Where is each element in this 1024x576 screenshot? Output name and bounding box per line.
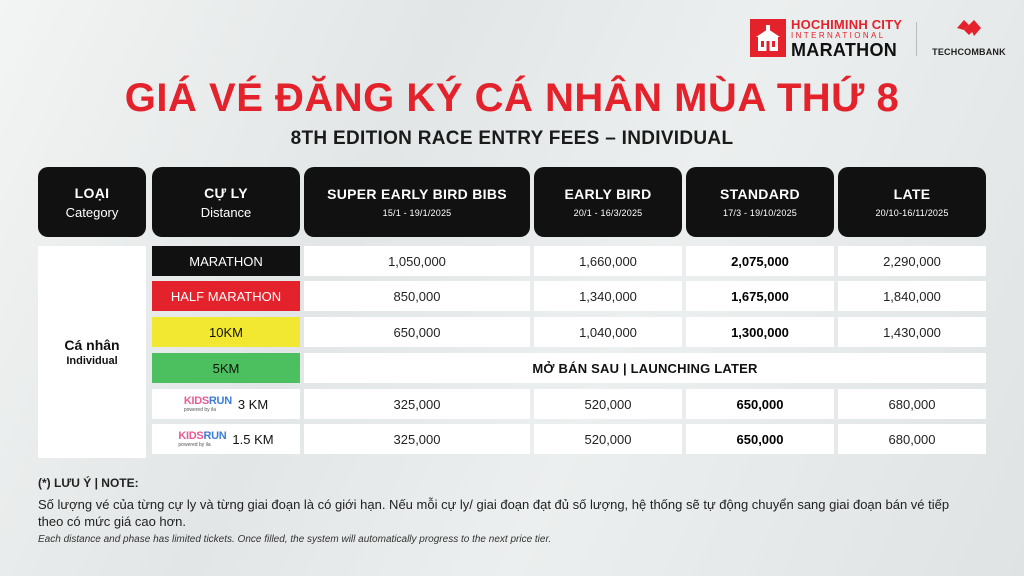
kids-run-logo-part2: RUN	[208, 394, 232, 407]
distance-5km: 5KM	[152, 353, 300, 383]
price-cell: 680,000	[838, 389, 986, 419]
header-distance	[152, 167, 300, 237]
header-late-label: LATE	[893, 186, 931, 202]
header-standard	[686, 167, 834, 237]
note-heading: (*) LƯU Ý | NOTE:	[38, 476, 139, 490]
kids-run-logo-part1: KIDS	[183, 394, 209, 407]
launching-later-cell: MỞ BÁN SAU | LAUNCHING LATER	[304, 353, 986, 383]
distance-10km: 10KM	[152, 317, 300, 347]
hcmc-logo-line2: INTERNATIONAL	[791, 30, 886, 40]
distance-half-marathon: HALF MARATHON	[152, 281, 300, 311]
header-super-early	[304, 167, 530, 237]
header-category	[38, 167, 146, 237]
kids-run-logo-part1: KIDS	[178, 429, 204, 442]
header-early-label: EARLY BIRD	[564, 186, 652, 202]
price-cell: 520,000	[534, 424, 682, 454]
note-vietnamese: Số lượng vé của từng cự ly và từng giai đoạn là có giới hạn. Nếu mỗi cự ly/ giai đoạn đạt đủ số lượng, hệ thống sẽ tự động chuyển sang giai đoạn bán vé tiếp theo có mức giá cao hơn.	[38, 497, 950, 529]
hcmc-marathon-logo	[750, 18, 908, 58]
hcmc-logo-line3: MARATHON	[791, 39, 898, 60]
header-standard-dates: 17/3 - 19/10/2025	[723, 208, 797, 218]
sponsor-name: TECHCOMBANK	[932, 47, 1006, 57]
logo-divider	[916, 22, 917, 56]
distance-marathon: MARATHON	[152, 246, 300, 276]
techcombank-logo	[924, 18, 1014, 60]
header-early-dates: 20/1 - 16/3/2025	[573, 208, 643, 218]
distance-label: 1.5 KM	[232, 431, 274, 447]
price-cell: 2,075,000	[686, 246, 834, 276]
price-cell: 1,675,000	[686, 281, 834, 311]
price-cell: 1,050,000	[304, 246, 530, 276]
kids-run-logo	[178, 431, 226, 448]
page-title: GIÁ VÉ ĐĂNG KÝ CÁ NHÂN MÙA THỨ 8	[124, 76, 900, 120]
header-standard-label: STANDARD	[720, 186, 800, 202]
city-hall-icon	[750, 19, 786, 57]
price-cell: 1,840,000	[838, 281, 986, 311]
header-late-dates: 20/10-16/11/2025	[875, 208, 949, 218]
header-distance-vi: CỰ LY	[204, 184, 248, 201]
kids-run-logo	[184, 396, 232, 413]
price-cell: 1,300,000	[686, 317, 834, 347]
header-early	[534, 167, 682, 237]
price-cell: 1,340,000	[534, 281, 682, 311]
price-cell: 1,660,000	[534, 246, 682, 276]
price-cell: 650,000	[686, 424, 834, 454]
hcmc-logo-line1: HOCHIMINH CITY	[791, 16, 903, 32]
header-super-early-label: SUPER EARLY BIRD BIBS	[327, 186, 507, 202]
header-category-vi: LOẠI	[74, 184, 110, 201]
distance-kids-3km	[152, 389, 300, 419]
distance-label: 3 KM	[237, 396, 269, 412]
price-cell: 680,000	[838, 424, 986, 454]
kids-run-logo-sub: powered by ila	[178, 441, 211, 448]
category-vi: Cá nhân	[64, 337, 120, 353]
category-cell	[38, 246, 146, 458]
price-cell: 650,000	[686, 389, 834, 419]
category-en: Individual	[66, 355, 118, 367]
header-super-early-dates: 15/1 - 19/1/2025	[382, 208, 452, 218]
distance-kids-1-5km	[152, 424, 300, 454]
header-category-en: Category	[65, 204, 119, 220]
price-cell: 1,040,000	[534, 317, 682, 347]
price-cell: 325,000	[304, 389, 530, 419]
techcombank-icon	[955, 18, 983, 38]
price-cell: 650,000	[304, 317, 530, 347]
price-cell: 1,430,000	[838, 317, 986, 347]
header-distance-en: Distance	[200, 204, 252, 220]
price-cell: 2,290,000	[838, 246, 986, 276]
page-subtitle: 8TH EDITION RACE ENTRY FEES – INDIVIDUAL	[290, 128, 734, 149]
kids-run-logo-sub: powered by ila	[183, 406, 217, 413]
price-cell: 520,000	[534, 389, 682, 419]
price-cell: 325,000	[304, 424, 530, 454]
note-english: Each distance and phase has limited tickets. Once filled, the system will automatically progress to the next price tier.	[38, 534, 552, 545]
price-cell: 850,000	[304, 281, 530, 311]
header-late	[838, 167, 986, 237]
kids-run-logo-part2: RUN	[203, 429, 227, 442]
